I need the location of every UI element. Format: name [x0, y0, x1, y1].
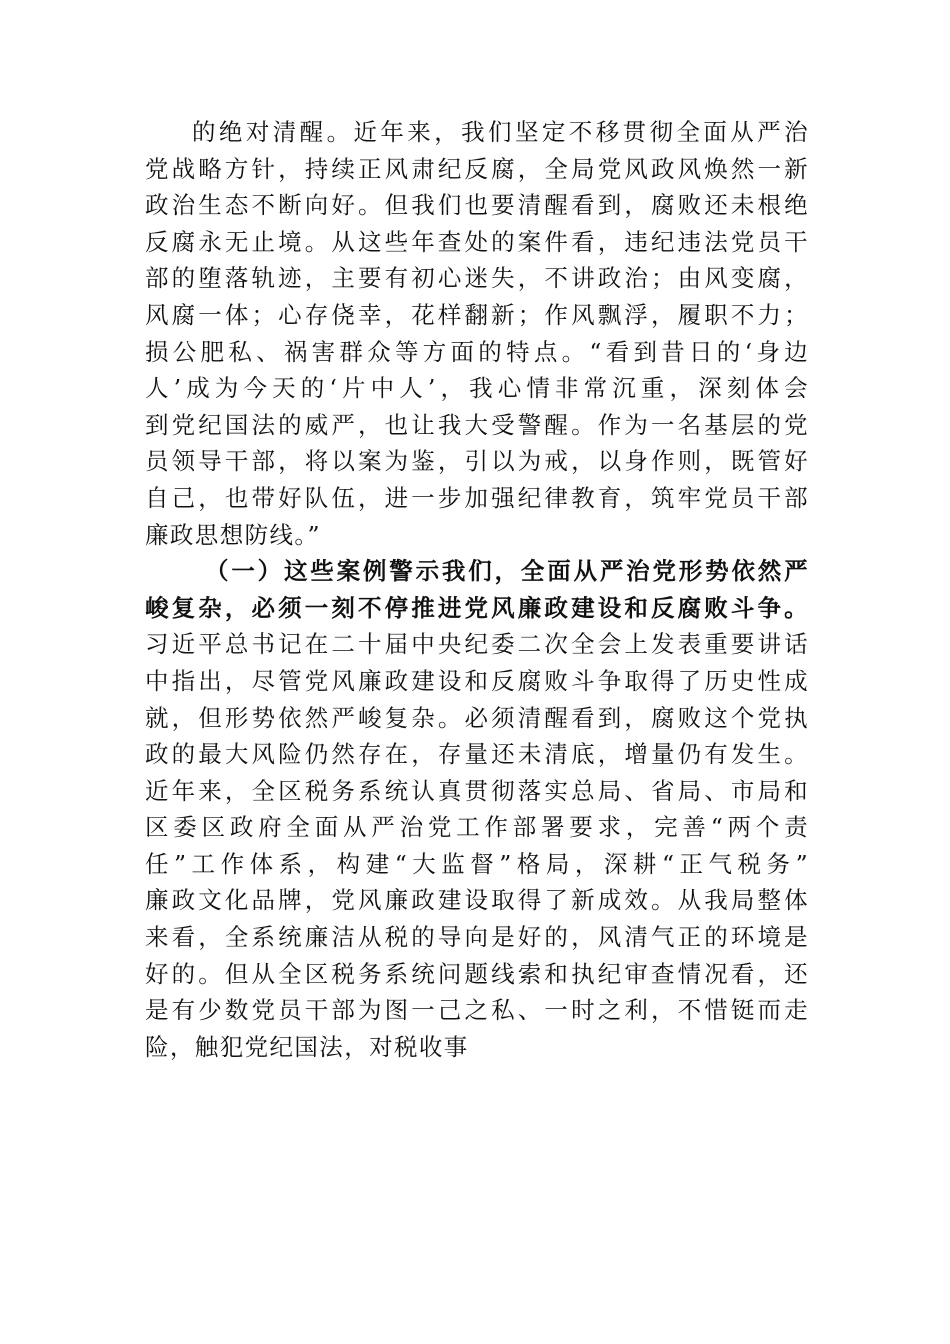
text-line: 党战略方针，持续正风肃纪反腐，全局党风政风焕然一新 — [145, 154, 809, 183]
section-heading-line: 峻复杂，必须一刻不停推进党风廉政建设和反腐败斗争。 — [145, 593, 809, 622]
text-line: 政治生态不断向好。但我们也要清醒看到，腐败还未根绝 — [145, 191, 809, 220]
text-line: 政的最大风险仍然存在，存量还未清底，增量仍有发生。 — [145, 740, 809, 769]
text-line: 员领导干部，将以案为鉴，引以为戒，以身作则，既管好 — [145, 447, 809, 476]
body-text — [145, 114, 809, 1065]
text-line: 区委区政府全面从严治党工作部署要求，完善“两个责 — [145, 813, 809, 842]
section-heading-line: （一）这些案例警示我们，全面从严治党形势依然严 — [205, 557, 809, 586]
text-line: 风腐一体；心存侥幸，花样翻新；作风飘浮，履职不力； — [145, 300, 809, 329]
text-line: 习近平总书记在二十届中央纪委二次全会上发表重要讲话 — [145, 630, 809, 659]
text-line: 廉政思想防线。” — [145, 520, 321, 549]
text-line: 自己，也带好队伍，进一步加强纪律教育，筑牢党员干部 — [145, 483, 809, 512]
text-line: 险，触犯党纪国法，对税收事 — [145, 1032, 469, 1061]
text-line: 近年来，全区税务系统认真贯彻落实总局、省局、市局和 — [145, 776, 809, 805]
text-line: 部的堕落轨迹，主要有初心迷失，不讲政治；由风变腐， — [145, 264, 809, 293]
text-line: 中指出，尽管党风廉政建设和反腐败斗争取得了历史性成 — [145, 666, 809, 695]
text-line: 来看，全系统廉洁从税的导向是好的，风清气正的环境是 — [145, 923, 809, 952]
text-line: 廉政文化品牌，党风廉政建设取得了新成效。从我局整体 — [145, 886, 809, 915]
text-line: 任”工作体系，构建“大监督”格局，深耕“正气税务” — [145, 849, 809, 878]
text-line: 的绝对清醒。近年来，我们坚定不移贯彻全面从严治 — [192, 118, 809, 146]
text-line: 是有少数党员干部为图一己之私、一时之利，不惜铤而走 — [145, 996, 809, 1025]
text-line: 就，但形势依然严峻复杂。必须清醒看到，腐败这个党执 — [145, 703, 809, 732]
text-line: 损公肥私、祸害群众等方面的特点。“看到昔日的‘身边 — [145, 337, 809, 366]
text-line: 反腐永无止境。从这些年查处的案件看，违纪违法党员干 — [145, 227, 809, 256]
text-line: 到党纪国法的威严，也让我大受警醒。作为一名基层的党 — [145, 410, 809, 439]
text-line: 人’成为今天的‘片中人’，我心情非常沉重，深刻体会 — [145, 374, 809, 403]
text-line: 好的。但从全区税务系统问题线索和执纪审查情况看，还 — [145, 959, 809, 988]
